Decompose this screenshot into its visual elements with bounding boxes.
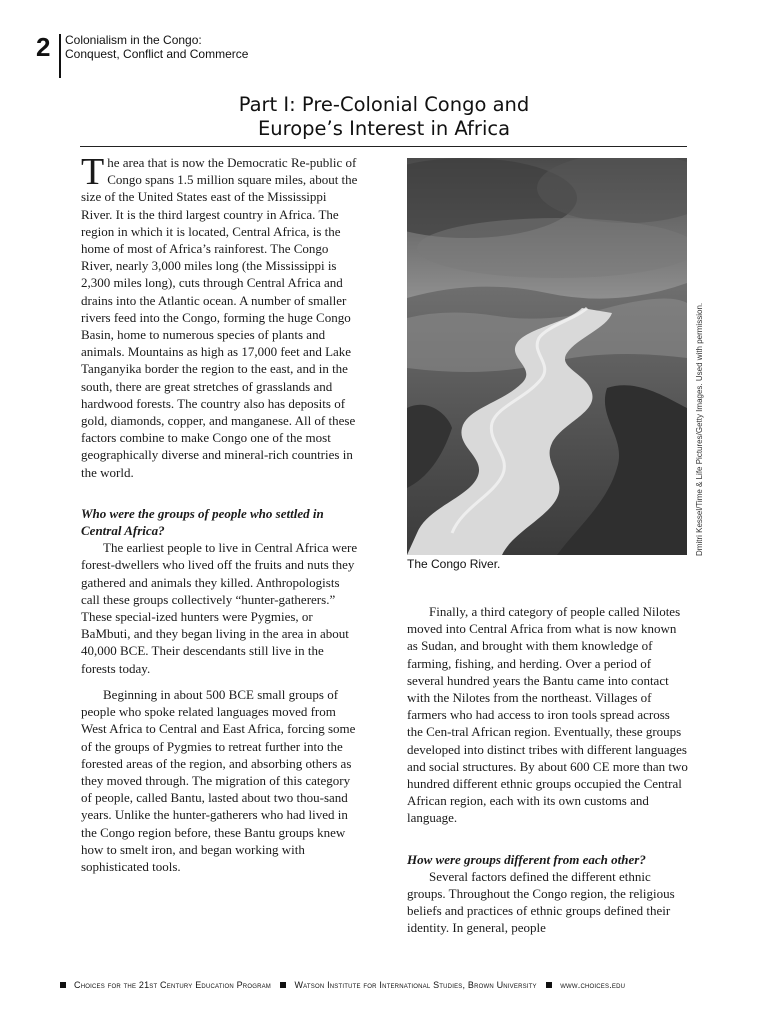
congo-river-photo bbox=[407, 158, 687, 555]
differences-heading: How were groups different from each other? bbox=[407, 851, 646, 867]
right-column bbox=[407, 603, 688, 937]
congo-river-illustration bbox=[407, 158, 687, 555]
footer-institute: Watson Institute for International Studies, Brown University bbox=[294, 980, 537, 990]
footer-bullet-icon bbox=[60, 982, 66, 988]
header-divider bbox=[59, 34, 61, 78]
groups-paragraph-3: Finally, a third category of people called Nilotes moved into Central Africa from what is now known as Sudan, and brought with them knowledge of farming, fishing, and herding. Over a period of several hundred years the Bantu came into contact with the Nilotes from the northeast. Villages of farmers who had access to iron tools spread across the Cen-tral African region. Eventually, these groups developed into distinct tribes with different languages and social structures. By about 600 CE more than two hundred different ethnic groups occupied the Central African region, each with its own customs and language. bbox=[407, 604, 688, 826]
groups-paragraph-1: The earliest people to live in Central Africa were forest-dwellers who lived off the fruits and nuts they gathered and animals they killed. Anthropologists call these groups collectively “hunter-gatherers.” These special-ized hunters were Pygmies, or BaMbuti, and they began living in the area in about 40,000 BCE. Their descendants still live in the forests today. bbox=[81, 540, 358, 676]
footer-bullet-icon bbox=[546, 982, 552, 988]
page-footer bbox=[60, 979, 710, 992]
running-header-line-1: Colonialism in the Congo: bbox=[65, 33, 202, 47]
drop-cap: T bbox=[81, 151, 105, 193]
title-divider bbox=[80, 146, 687, 147]
intro-text: he area that is now the Democratic Re-public of Congo spans 1.5 million square miles, about the size of the United States east of the Mississippi River. It is the third largest country in Africa. The region in which it is located, Central Africa, is the home of most of Africa’s rainforest. The Congo River, nearly 3,000 miles long (the Mississippi is 2,300 miles long), cuts through Central Africa and drains into the Atlantic ocean. A number of smaller rivers feed into the Congo, forming the huge Congo Basin, home to numerous species of plants and animals. Mountains as high as 17,000 feet and Lake Tanganyika border the region to the east, and in the south, there are great stretches of grasslands and hardwood forests. The country also has deposits of gold, diamonds, copper, and manganese. All of these factors combine to make Congo one of the most geographically diverse and mineral-rich countries in the world. bbox=[81, 155, 358, 480]
left-column bbox=[81, 151, 359, 875]
photo-caption: The Congo River. bbox=[407, 557, 501, 571]
groups-heading: Who were the groups of people who settled in Central Africa? bbox=[81, 505, 324, 539]
page-number: 2 bbox=[36, 32, 51, 62]
groups-paragraph-2: Beginning in about 500 BCE small groups of people who spoke related languages moved from West Africa to Central and East Africa, forcing some of the groups of Pygmies to retreat further into the forested areas of the region, and absorbing others as they moved through. The migration of this category of people, called Bantu, lasted about two thou-sand years. Unlike the hunter-gatherers who had lived in the Congo region before, these Bantu groups knew how to smelt iron, and began working with sophisticated tools. bbox=[81, 686, 356, 874]
footer-program: Choices for the 21st Century Education Program bbox=[74, 980, 272, 990]
running-header-line-2: Conquest, Conflict and Commerce bbox=[65, 47, 249, 61]
footer-url: www.choices.edu bbox=[560, 980, 626, 990]
photo-credit: Dmitri Kessel/Time & Life Pictures/Getty Images. Used with permission. bbox=[695, 302, 704, 556]
section-title bbox=[80, 93, 688, 141]
running-header-title bbox=[65, 33, 248, 61]
differences-paragraph-1: Several factors defined the different ethnic groups. Throughout the Congo region, the religious beliefs and practices of ethnic groups defined their identity. In general, people bbox=[407, 868, 675, 936]
intro-paragraph bbox=[81, 151, 359, 481]
footer-bullet-icon bbox=[280, 982, 286, 988]
section-title-line-2: Europe’s Interest in Africa bbox=[257, 117, 511, 140]
section-title-line-1: Part I: Pre-Colonial Congo and bbox=[238, 93, 530, 116]
